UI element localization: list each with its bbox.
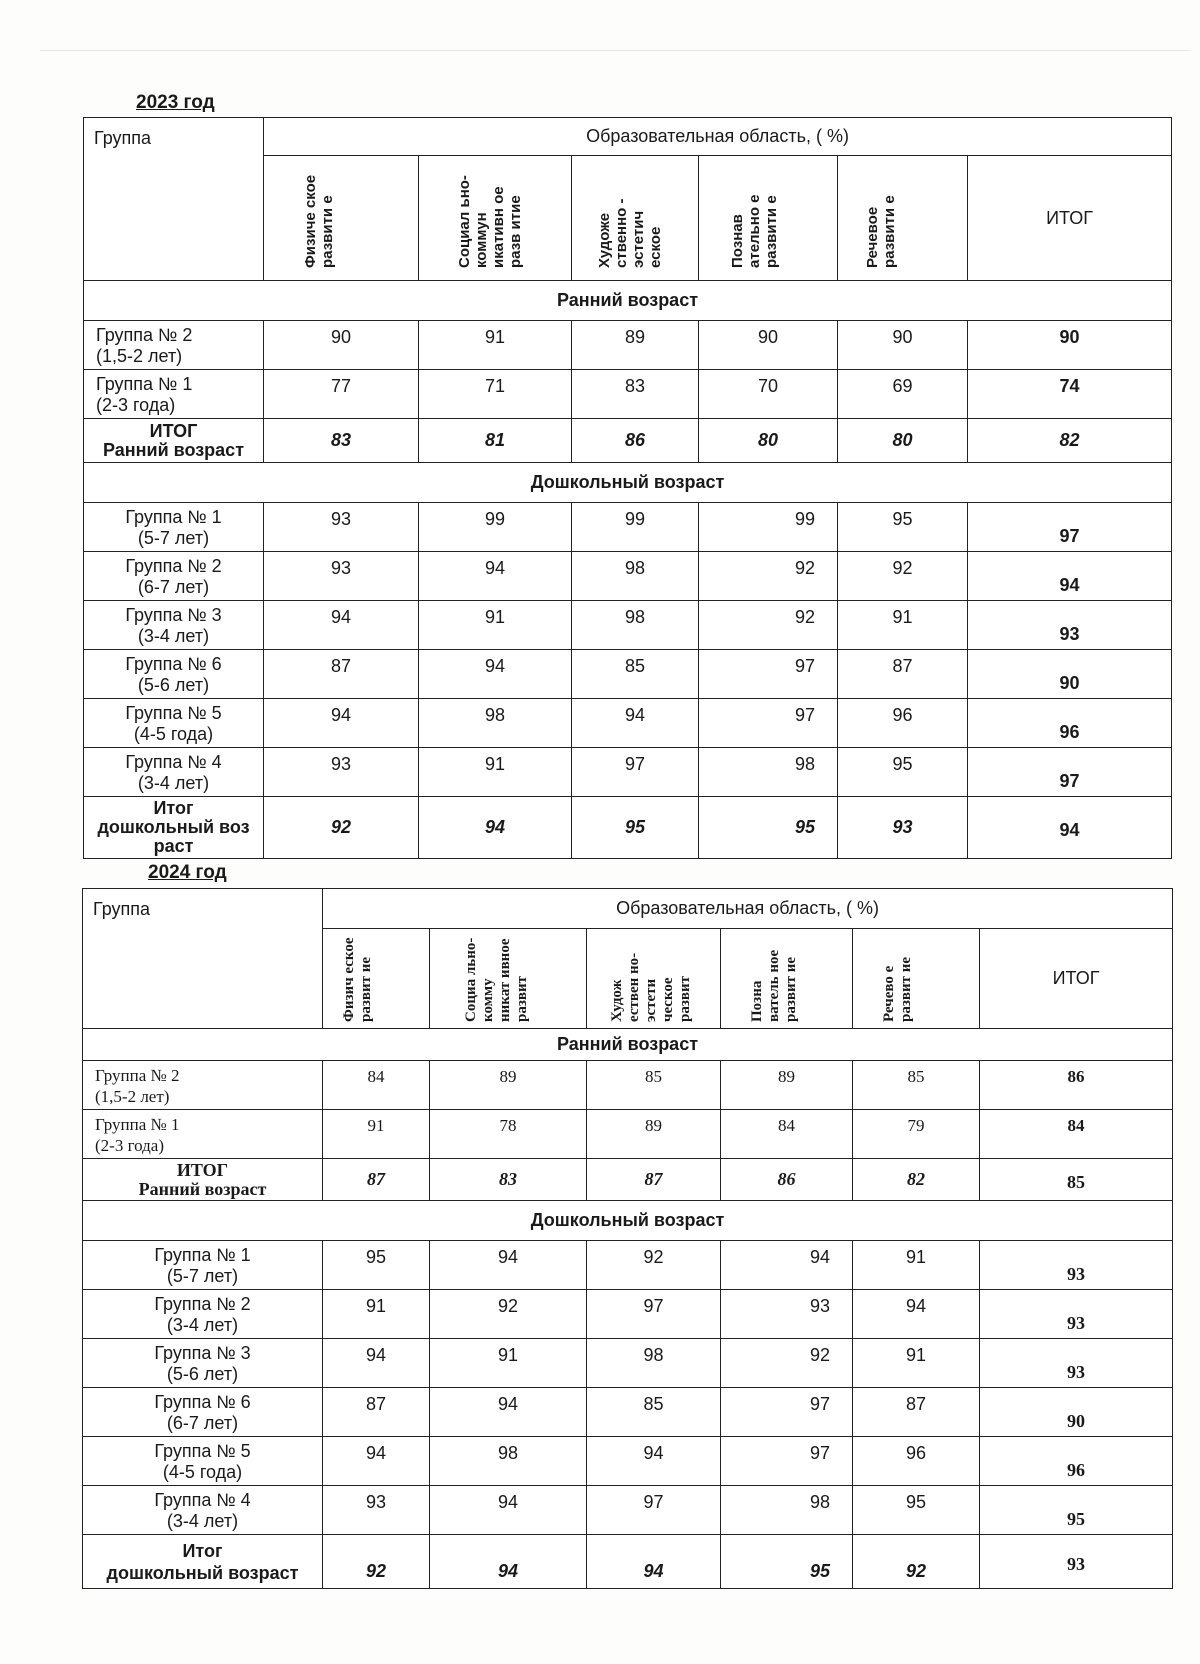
group-name: Группа № 2 (1,5-2 лет) xyxy=(84,321,264,370)
table-row xyxy=(83,1486,1173,1535)
col-artistic: Худож ествен но- эстети ческое развит xyxy=(587,929,721,1029)
summary-value: 95 xyxy=(699,797,838,859)
value-cell: 97 xyxy=(587,1486,721,1535)
summary-label: Итог дошкольный возраст xyxy=(83,1535,323,1589)
value-cell: 93 xyxy=(721,1290,853,1339)
summary-value: 83 xyxy=(430,1159,587,1201)
value-cell: 90 xyxy=(699,321,838,370)
summary-total: 94 xyxy=(968,797,1172,859)
total-cell: 93 xyxy=(980,1339,1173,1388)
value-cell: 94 xyxy=(419,552,572,601)
value-cell: 91 xyxy=(419,748,572,797)
col-total: ИТОГ xyxy=(968,156,1172,281)
group-name: Группа № 1 (2-3 года) xyxy=(83,1110,323,1159)
col-cognitive: Позна ватель ное развит ие xyxy=(721,929,853,1029)
value-cell: 98 xyxy=(721,1486,853,1535)
results-table-2023 xyxy=(83,117,1172,859)
total-cell: 86 xyxy=(980,1061,1173,1110)
table-row xyxy=(83,1437,1173,1486)
value-cell: 71 xyxy=(419,370,572,419)
value-cell: 94 xyxy=(853,1290,980,1339)
value-cell: 94 xyxy=(323,1339,430,1388)
value-cell: 97 xyxy=(587,1290,721,1339)
col-speech: Речевое развити е xyxy=(838,156,968,281)
col-physical: Физиче ское развити е xyxy=(264,156,419,281)
value-cell: 84 xyxy=(323,1061,430,1110)
summary-value: 82 xyxy=(853,1159,980,1201)
results-table-2024 xyxy=(82,888,1173,1589)
table-row xyxy=(84,650,1172,699)
col-speech: Речево е развит ие xyxy=(853,929,980,1029)
value-cell: 96 xyxy=(838,699,968,748)
value-cell: 92 xyxy=(699,601,838,650)
section-preschool: Дошкольный возраст xyxy=(83,1201,1173,1241)
value-cell: 95 xyxy=(853,1486,980,1535)
value-cell: 94 xyxy=(323,1437,430,1486)
summary-value: 86 xyxy=(572,419,699,463)
group-name: Группа № 2 (6-7 лет) xyxy=(84,552,264,601)
group-name: Группа № 2 (3-4 лет) xyxy=(83,1290,323,1339)
summary-label: Итог дошкольный воз раст xyxy=(84,797,264,859)
value-cell: 92 xyxy=(587,1241,721,1290)
table-row xyxy=(83,1241,1173,1290)
value-cell: 85 xyxy=(587,1061,721,1110)
table-row xyxy=(83,1339,1173,1388)
group-name: Группа № 3 (3-4 лет) xyxy=(84,601,264,650)
summary-value: 92 xyxy=(264,797,419,859)
total-cell: 90 xyxy=(968,650,1172,699)
group-name: Группа № 2 (1,5-2 лет) xyxy=(83,1061,323,1110)
value-cell: 94 xyxy=(264,601,419,650)
summary-value: 95 xyxy=(721,1535,853,1589)
table-row xyxy=(84,503,1172,552)
value-cell: 94 xyxy=(721,1241,853,1290)
summary-row-early xyxy=(84,419,1172,463)
summary-value: 94 xyxy=(419,797,572,859)
summary-row-preschool xyxy=(83,1535,1173,1589)
value-cell: 85 xyxy=(853,1061,980,1110)
summary-value: 94 xyxy=(587,1535,721,1589)
group-name: Группа № 4 (3-4 лет) xyxy=(83,1486,323,1535)
value-cell: 94 xyxy=(430,1486,587,1535)
group-name: Группа № 1 (5-7 лет) xyxy=(83,1241,323,1290)
value-cell: 97 xyxy=(721,1388,853,1437)
summary-total: 82 xyxy=(968,419,1172,463)
value-cell: 92 xyxy=(430,1290,587,1339)
table-row xyxy=(84,699,1172,748)
year-title-2023: 2023 год xyxy=(136,92,215,113)
col-cognitive: Познав ательно е развити е xyxy=(699,156,838,281)
total-cell: 95 xyxy=(980,1486,1173,1535)
summary-value: 80 xyxy=(699,419,838,463)
summary-value: 87 xyxy=(323,1159,430,1201)
summary-row-preschool xyxy=(84,797,1172,859)
table-row xyxy=(83,1290,1173,1339)
summary-value: 80 xyxy=(838,419,968,463)
col-artistic: Художе ственно - эстетич еское xyxy=(572,156,699,281)
col-social: Социа льно- комму никат ивное развит xyxy=(430,929,587,1029)
value-cell: 94 xyxy=(419,650,572,699)
value-cell: 94 xyxy=(430,1388,587,1437)
value-cell: 97 xyxy=(699,699,838,748)
value-cell: 69 xyxy=(838,370,968,419)
total-cell: 94 xyxy=(968,552,1172,601)
summary-label: ИТОГ Ранний возраст xyxy=(83,1159,323,1201)
value-cell: 96 xyxy=(853,1437,980,1486)
value-cell: 91 xyxy=(838,601,968,650)
section-early: Ранний возраст xyxy=(83,1029,1173,1061)
value-cell: 91 xyxy=(430,1339,587,1388)
value-cell: 98 xyxy=(572,601,699,650)
total-cell: 97 xyxy=(968,748,1172,797)
summary-value: 87 xyxy=(587,1159,721,1201)
value-cell: 98 xyxy=(699,748,838,797)
value-cell: 97 xyxy=(572,748,699,797)
group-name: Группа № 5 (4-5 года) xyxy=(83,1437,323,1486)
total-cell: 93 xyxy=(968,601,1172,650)
col-total: ИТОГ xyxy=(980,929,1173,1029)
group-name: Группа № 1 (5-7 лет) xyxy=(84,503,264,552)
summary-value: 93 xyxy=(838,797,968,859)
summary-row-early xyxy=(83,1159,1173,1201)
value-cell: 97 xyxy=(721,1437,853,1486)
total-cell: 97 xyxy=(968,503,1172,552)
value-cell: 98 xyxy=(587,1339,721,1388)
value-cell: 91 xyxy=(323,1110,430,1159)
summary-value: 92 xyxy=(853,1535,980,1589)
value-cell: 94 xyxy=(572,699,699,748)
group-name: Группа № 1 (2-3 года) xyxy=(84,370,264,419)
value-cell: 93 xyxy=(264,503,419,552)
group-header: Группа xyxy=(83,889,323,1029)
value-cell: 94 xyxy=(587,1437,721,1486)
total-cell: 74 xyxy=(968,370,1172,419)
scan-edge-line xyxy=(40,50,1190,51)
total-cell: 90 xyxy=(968,321,1172,370)
table-row xyxy=(83,1110,1173,1159)
area-header: Образовательная область, ( %) xyxy=(323,889,1173,929)
value-cell: 94 xyxy=(430,1241,587,1290)
value-cell: 89 xyxy=(721,1061,853,1110)
group-name: Группа № 5 (4-5 года) xyxy=(84,699,264,748)
summary-value: 94 xyxy=(430,1535,587,1589)
summary-value: 81 xyxy=(419,419,572,463)
value-cell: 98 xyxy=(572,552,699,601)
value-cell: 92 xyxy=(721,1339,853,1388)
value-cell: 79 xyxy=(853,1110,980,1159)
value-cell: 91 xyxy=(853,1339,980,1388)
value-cell: 91 xyxy=(853,1241,980,1290)
value-cell: 93 xyxy=(323,1486,430,1535)
group-name: Группа № 4 (3-4 лет) xyxy=(84,748,264,797)
group-name: Группа № 6 (5-6 лет) xyxy=(84,650,264,699)
summary-value: 86 xyxy=(721,1159,853,1201)
value-cell: 89 xyxy=(572,321,699,370)
value-cell: 78 xyxy=(430,1110,587,1159)
value-cell: 93 xyxy=(264,552,419,601)
value-cell: 89 xyxy=(430,1061,587,1110)
value-cell: 85 xyxy=(572,650,699,699)
value-cell: 91 xyxy=(323,1290,430,1339)
summary-total: 85 xyxy=(980,1159,1173,1201)
value-cell: 94 xyxy=(264,699,419,748)
value-cell: 92 xyxy=(699,552,838,601)
value-cell: 98 xyxy=(419,699,572,748)
year-title-2024: 2024 год xyxy=(148,862,227,883)
value-cell: 99 xyxy=(419,503,572,552)
table-row xyxy=(83,1061,1173,1110)
value-cell: 85 xyxy=(587,1388,721,1437)
group-name: Группа № 6 (6-7 лет) xyxy=(83,1388,323,1437)
section-preschool: Дошкольный возраст xyxy=(84,463,1172,503)
value-cell: 99 xyxy=(699,503,838,552)
summary-value: 92 xyxy=(323,1535,430,1589)
value-cell: 87 xyxy=(264,650,419,699)
table-row xyxy=(84,321,1172,370)
value-cell: 89 xyxy=(587,1110,721,1159)
table-row xyxy=(84,601,1172,650)
value-cell: 77 xyxy=(264,370,419,419)
value-cell: 95 xyxy=(323,1241,430,1290)
value-cell: 95 xyxy=(838,503,968,552)
table-row xyxy=(84,370,1172,419)
col-social: Социал ьно- коммун икативн ое разв итие xyxy=(419,156,572,281)
table-row xyxy=(84,552,1172,601)
table-row xyxy=(83,1388,1173,1437)
group-header: Группа xyxy=(84,118,264,281)
total-cell: 93 xyxy=(980,1290,1173,1339)
total-cell: 96 xyxy=(980,1437,1173,1486)
group-name: Группа № 3 (5-6 лет) xyxy=(83,1339,323,1388)
value-cell: 99 xyxy=(572,503,699,552)
total-cell: 84 xyxy=(980,1110,1173,1159)
value-cell: 83 xyxy=(572,370,699,419)
table-row xyxy=(84,748,1172,797)
summary-value: 83 xyxy=(264,419,419,463)
value-cell: 84 xyxy=(721,1110,853,1159)
total-cell: 90 xyxy=(980,1388,1173,1437)
value-cell: 90 xyxy=(838,321,968,370)
summary-value: 95 xyxy=(572,797,699,859)
summary-label: ИТОГ Ранний возраст xyxy=(84,419,264,463)
summary-total: 93 xyxy=(980,1535,1173,1589)
value-cell: 98 xyxy=(430,1437,587,1486)
value-cell: 95 xyxy=(838,748,968,797)
value-cell: 70 xyxy=(699,370,838,419)
value-cell: 87 xyxy=(323,1388,430,1437)
value-cell: 93 xyxy=(264,748,419,797)
value-cell: 97 xyxy=(699,650,838,699)
value-cell: 92 xyxy=(838,552,968,601)
value-cell: 90 xyxy=(264,321,419,370)
value-cell: 87 xyxy=(838,650,968,699)
section-early: Ранний возраст xyxy=(84,281,1172,321)
col-physical: Физич еское развит ие xyxy=(323,929,430,1029)
value-cell: 87 xyxy=(853,1388,980,1437)
total-cell: 96 xyxy=(968,699,1172,748)
area-header: Образовательная область, ( %) xyxy=(264,118,1172,156)
value-cell: 91 xyxy=(419,601,572,650)
value-cell: 91 xyxy=(419,321,572,370)
total-cell: 93 xyxy=(980,1241,1173,1290)
